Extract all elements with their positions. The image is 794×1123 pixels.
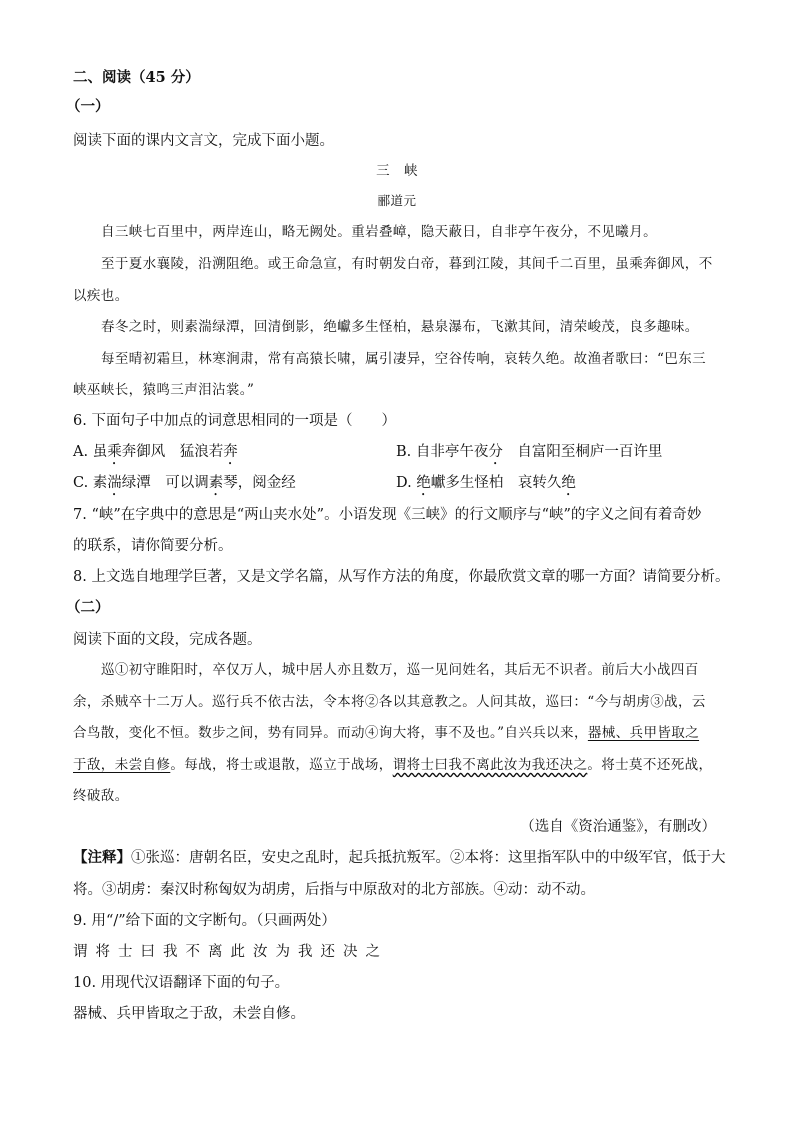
notes-line-2: 将。③胡虏：秦汉时称匈奴为胡虏，后指与中原敌对的北方部族。④动：动不动。: [73, 882, 595, 898]
poem-paragraph-2b: 以疾也。: [73, 288, 129, 304]
passage-line-3: [73, 723, 699, 743]
poem-author: 郦道元: [377, 193, 417, 208]
q6-b-mid: 自富阳至桐庐一百许里: [502, 444, 663, 460]
notes-label: 【注释】: [73, 849, 131, 866]
q9-stem: 9. 用“/”给下面的文字断句。（只画两处）: [73, 913, 336, 929]
poem-paragraph-2a: 至于夏水襄陵，沿溯阻绝。或王命急宣，有时朝发白帝，暮到江陵，其间千二百里，虽乘奔御风，不: [101, 256, 713, 272]
passage-line-1: 巡①初守睢阳时，卒仅万人，城中居人亦且数万，巡一见问姓名，其后无不识者。前后大小战四百: [101, 662, 699, 678]
q10-stem: 10. 用现代汉语翻译下面的句子。: [73, 975, 290, 991]
passage-underlined-2: 于敌，未尝自修: [73, 757, 171, 773]
part2-label: （二）: [66, 599, 110, 616]
poem-paragraph-1: 自三峡七百里中，两岸连山，略无阙处。重岩叠嶂，隐天蔽日，自非亭午夜分，不见曦月。: [101, 224, 657, 240]
part1-label: （一）: [66, 98, 110, 115]
q10-text: 器械、兵甲皆取之于敌，未尝自修。: [73, 1006, 305, 1022]
q6-c-mid: 绿潭 可以调: [121, 475, 209, 491]
q6-option-b: [396, 442, 662, 468]
passage-line-3-text: 合鸟散，变化不恒。数步之间，势有同异。而动④询大将，事不及也。”自兴兵以来，: [73, 725, 588, 741]
notes-line-1-text: ①张巡：唐朝名臣，安史之乱时，起兵抵抗叛军。②本将：这里指军队中的中级军官，低于大: [131, 850, 726, 866]
q6-stem: 6. 下面句子中加点的词意思相同的一项是（ ）: [73, 413, 396, 429]
passage-line-4-mid: 。每战，将士或退散，巡立于战场，: [170, 757, 393, 773]
section-title: 二、阅读（45 分）: [73, 69, 200, 86]
poem-paragraph-4b: 峡巫峡长，猿鸣三声泪沾裳。”: [73, 382, 255, 398]
passage-source: （选自《资治通鉴》，有删改）: [520, 819, 716, 835]
q6-a-dot1: 乘: [107, 444, 122, 460]
q6-a-pre: A. 虽: [73, 444, 108, 460]
q6-option-c: [73, 473, 296, 499]
q6-d-dot1: 绝: [416, 475, 431, 491]
q6-option-d: [396, 473, 576, 499]
q7-line-1: 7. “峡”在字典中的意思是“两山夹水处”。小语发现《三峡》的行文顺序与“峡”的字义之间有着奇妙: [73, 507, 702, 523]
passage-line-4-post: 。将士莫不还死战，: [587, 757, 713, 773]
q6-option-a: [73, 442, 238, 468]
q6-c-dot2: 素: [208, 475, 224, 491]
part1-intro: 阅读下面的课内文言文，完成下面小题。: [73, 133, 334, 149]
q7-line-2: 的联系，请你简要分析。: [73, 538, 233, 554]
q6-d-pre: D.: [396, 475, 417, 491]
part2-intro: 阅读下面的文段，完成各题。: [73, 632, 262, 648]
poem-title: 三 峡: [376, 163, 418, 179]
q6-c-pre: C. 素: [73, 475, 108, 491]
passage-line-5: 终破敌。: [73, 788, 129, 804]
q8-stem: 8. 上文选自地理学巨著，又是文学名篇，从写作方法的角度，你最欣赏文章的哪一方面？请简要分析。: [73, 569, 730, 585]
q6-b-pre: B. 自非亭午夜: [396, 444, 489, 460]
q6-c-post: 琴，阅金经: [223, 475, 296, 491]
passage-line-4: [73, 755, 712, 775]
poem-paragraph-3: 春冬之时，则素湍绿潭，回清倒影，绝巘多生怪柏，悬泉瀑布，飞漱其间，清荣峻茂，良多趣味。: [101, 319, 699, 335]
passage-wavy-underlined: 谓将士曰我不离此汝为我还决之: [392, 757, 588, 773]
q6-c-dot1: 湍: [107, 475, 122, 491]
q6-a-dot2: 奔: [223, 444, 238, 460]
q6-b-dot1: 分: [488, 444, 503, 460]
q6-d-mid: 巘多生怪柏 哀转久: [430, 475, 562, 491]
q9-text: 谓将士曰我不离此汝为我还决之: [73, 944, 388, 960]
passage-underlined-1: 器械、兵甲皆取之: [587, 725, 700, 741]
q6-a-mid: 奔御风 猛浪若: [121, 444, 224, 460]
poem-paragraph-4a: 每至晴初霜旦，林寒涧肃，常有高猿长啸，属引凄异，空谷传响，哀转久绝。故渔者歌曰：“巴东三: [101, 351, 707, 367]
notes-line-1: [73, 848, 726, 868]
q6-d-dot2: 绝: [561, 475, 576, 491]
passage-line-2: 余，杀贼卒十二万人。巡行兵不依古法，令本将②各以其意教之。人问其故，巡曰：“今与胡虏③战，云: [73, 694, 706, 710]
